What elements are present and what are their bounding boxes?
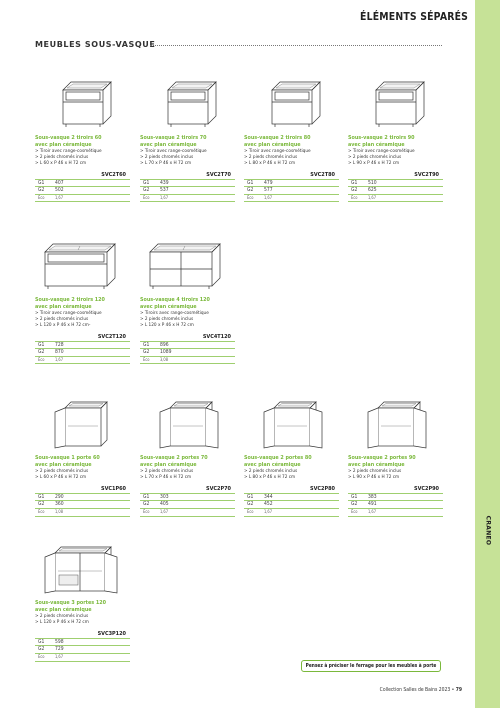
product-title-line2: avec plan céramique — [244, 141, 301, 148]
price-row-g2 — [140, 187, 235, 195]
product-reference: SVC2P90 — [414, 485, 439, 492]
product-feature: > 2 pieds chromés inclus — [348, 469, 402, 475]
product-title-line1: Sous-vasque 2 tiroirs 90 — [348, 135, 415, 141]
cabinet-illustration — [35, 390, 130, 450]
price-label: G1 — [35, 341, 55, 349]
product-feature: > L 80 x P 46 x H 72 cm — [244, 160, 296, 166]
price-label: G2 — [244, 501, 264, 509]
price-g1: 510 — [368, 179, 443, 187]
product-feature: > L 80 x P 46 x H 72 cm — [244, 474, 296, 480]
product-card — [348, 390, 443, 517]
section-divider — [150, 45, 442, 46]
price-row-g1 — [140, 341, 235, 349]
cabinet-illustration — [35, 70, 130, 130]
price-row-g1 — [35, 179, 130, 187]
price-label: G1 — [348, 493, 368, 501]
price-label: Éco — [244, 194, 264, 202]
price-label: G1 — [35, 179, 55, 187]
page-number: 79 — [455, 687, 462, 693]
price-g2: 729 — [55, 646, 130, 654]
price-table — [348, 179, 443, 203]
product-features — [244, 149, 339, 166]
product-card — [140, 232, 235, 364]
product-reference: SVC2T70 — [206, 171, 231, 178]
price-label: G2 — [140, 349, 160, 357]
product-title-line1: Sous-vasque 2 portes 90 — [348, 455, 416, 461]
product-feature: > Tiroir avec range-cosmétique — [348, 149, 415, 155]
price-row-eco — [244, 194, 339, 202]
price-g1: 439 — [160, 179, 235, 187]
price-row-g1 — [348, 179, 443, 187]
price-row-g2 — [348, 187, 443, 195]
product-card — [35, 70, 130, 202]
product-card — [140, 390, 235, 517]
price-g1: 407 — [55, 179, 130, 187]
price-label: G2 — [348, 501, 368, 509]
product-title — [140, 297, 235, 310]
price-row-eco — [35, 194, 130, 202]
price-row-eco — [140, 356, 235, 364]
product-feature: > 2 pieds chromés inclus — [140, 154, 194, 160]
price-row-g1 — [140, 179, 235, 187]
product-title-line1: Sous-vasque 2 portes 80 — [244, 455, 312, 461]
price-label: G2 — [140, 187, 160, 195]
price-row-g1 — [35, 341, 130, 349]
product-feature: > Tiroir avec range-cosmétique — [244, 149, 311, 155]
product-title — [35, 297, 130, 310]
price-row-g2 — [35, 501, 130, 509]
product-features — [348, 469, 443, 481]
price-eco: 1,67 — [55, 653, 130, 661]
price-g1: 728 — [55, 341, 130, 349]
price-table — [140, 341, 235, 365]
product-title-line2: avec plan céramique — [140, 303, 197, 310]
product-title — [348, 135, 443, 148]
product-image — [140, 390, 235, 450]
price-g2: 870 — [55, 349, 130, 357]
price-label: G1 — [244, 493, 264, 501]
product-title-line2: avec plan céramique — [35, 606, 92, 613]
hinge-notice: Pensez à préciser le ferrage pour les meubles à porte — [301, 660, 441, 672]
price-table — [140, 493, 235, 517]
product-feature: > 2 pieds chromés inclus — [244, 469, 298, 475]
price-label: Éco — [35, 356, 55, 364]
product-feature: > L 70 x P 46 x H 72 cm — [140, 474, 192, 480]
product-image — [35, 390, 130, 450]
price-row-g2 — [244, 501, 339, 509]
price-eco: 1,67 — [55, 356, 130, 364]
cabinet-illustration — [35, 232, 130, 292]
side-tab — [475, 490, 500, 570]
price-label: G2 — [35, 646, 55, 654]
product-feature: > L 120 x P 46 x H 72 cm — [140, 322, 194, 328]
product-title-line1: Sous-vasque 2 tiroirs 70 — [140, 135, 207, 141]
price-row-g1 — [244, 493, 339, 501]
cabinet-illustration — [140, 70, 235, 130]
price-g2: 537 — [160, 187, 235, 195]
cabinet-illustration — [140, 232, 235, 292]
product-card — [244, 70, 339, 202]
price-label: G2 — [244, 187, 264, 195]
price-label: G1 — [140, 341, 160, 349]
price-label: G1 — [35, 493, 55, 501]
price-row-g2 — [348, 501, 443, 509]
product-features — [35, 311, 130, 328]
product-image — [348, 390, 443, 450]
product-title — [35, 135, 130, 148]
product-card — [348, 70, 443, 202]
footer-text: Collection Salles de Bains 2023 • — [379, 687, 456, 693]
price-g1: 290 — [55, 493, 130, 501]
section-title: MEUBLES SOUS-VASQUE — [35, 40, 156, 49]
product-feature: > L 60 x P 46 x H 72 cm — [35, 474, 87, 480]
footer — [380, 687, 462, 693]
product-reference: SVC2P70 — [206, 485, 231, 492]
price-label: Éco — [348, 508, 368, 516]
price-eco: 1,67 — [160, 194, 235, 202]
product-title-line1: Sous-vasque 4 tiroirs 120 — [140, 297, 210, 303]
product-title-line1: Sous-vasque 3 portes 120 — [35, 600, 106, 606]
price-g1: 896 — [160, 341, 235, 349]
product-feature: > L 120 x P 46 x H 72 cm- — [35, 322, 91, 328]
price-label: G2 — [35, 501, 55, 509]
product-feature: > 2 pieds chromés inclus — [140, 316, 194, 322]
price-eco: 1,67 — [55, 194, 130, 202]
product-features — [35, 469, 130, 481]
price-row-eco — [140, 194, 235, 202]
price-eco: 1,67 — [264, 508, 339, 516]
price-eco: 1,67 — [160, 508, 235, 516]
product-title-line1: Sous-vasque 2 tiroirs 80 — [244, 135, 311, 141]
product-reference: SVC2P80 — [310, 485, 335, 492]
price-row-g2 — [35, 187, 130, 195]
product-feature: > 2 pieds chromés inclus — [35, 154, 89, 160]
price-label: Éco — [244, 508, 264, 516]
product-features — [140, 469, 235, 481]
price-label: G1 — [140, 493, 160, 501]
price-row-eco — [35, 356, 130, 364]
side-green-bar — [475, 0, 500, 708]
cabinet-illustration — [348, 390, 443, 450]
price-g2: 452 — [264, 501, 339, 509]
product-feature: > 2 pieds chromés inclus — [35, 614, 89, 620]
price-label: G2 — [348, 187, 368, 195]
product-feature: > 2 pieds chromés inclus — [35, 469, 89, 475]
product-features — [35, 149, 130, 166]
price-row-eco — [35, 653, 130, 661]
price-g2: 1089 — [160, 349, 235, 357]
product-title-line1: Sous-vasque 1 porte 60 — [35, 455, 100, 461]
price-row-eco — [244, 508, 339, 516]
product-reference: SVC2T90 — [414, 171, 439, 178]
product-image — [35, 70, 130, 130]
product-reference: SVC2T80 — [310, 171, 335, 178]
price-row-g1 — [244, 179, 339, 187]
price-row-g1 — [140, 493, 235, 501]
product-title — [244, 135, 339, 148]
price-table — [348, 493, 443, 517]
price-g1: 383 — [368, 493, 443, 501]
product-feature: > 2 pieds chromés inclus — [244, 154, 298, 160]
product-features — [140, 311, 235, 328]
product-feature: > L 60 x P 46 x H 72 cm — [35, 160, 87, 166]
price-g1: 479 — [264, 179, 339, 187]
price-table — [35, 179, 130, 203]
product-title — [35, 600, 130, 613]
product-image — [244, 390, 339, 450]
price-row-g2 — [35, 349, 130, 357]
product-title-line2: avec plan céramique — [348, 141, 405, 148]
product-title-line2: avec plan céramique — [140, 141, 197, 148]
price-label: Éco — [140, 194, 160, 202]
price-label: Éco — [140, 356, 160, 364]
product-title — [348, 455, 443, 468]
product-reference: SVC2T60 — [101, 171, 126, 178]
product-title-line2: avec plan céramique — [140, 461, 197, 468]
price-label: G1 — [35, 638, 55, 646]
product-card — [35, 232, 130, 364]
product-title-line2: avec plan céramique — [348, 461, 405, 468]
product-card — [35, 390, 130, 517]
price-g2: 577 — [264, 187, 339, 195]
product-feature: > Tiroir avec range-cosmétique — [35, 149, 102, 155]
price-g2: 491 — [368, 501, 443, 509]
product-features — [140, 149, 235, 166]
price-row-g2 — [140, 501, 235, 509]
product-image — [244, 70, 339, 130]
product-card — [244, 390, 339, 517]
product-feature: > Tiroirs avec range-cosmétique — [140, 311, 209, 317]
product-image — [140, 232, 235, 292]
product-title-line2: avec plan céramique — [35, 141, 92, 148]
product-feature: > L 70 x P 46 x H 72 cm — [140, 160, 192, 166]
product-feature: > L 120 x P 46 x H 72 cm — [35, 619, 89, 625]
product-feature: > L 90 x P 46 x H 72 cm — [348, 474, 400, 480]
product-features — [348, 149, 443, 166]
product-title-line2: avec plan céramique — [244, 461, 301, 468]
price-label: G2 — [140, 501, 160, 509]
product-reference: SVC1P60 — [101, 485, 126, 492]
product-reference: SVC3P120 — [97, 630, 126, 637]
product-feature: > 2 pieds chromés inclus — [140, 469, 194, 475]
price-label: G2 — [35, 187, 55, 195]
product-title-line2: avec plan céramique — [35, 461, 92, 468]
product-title — [140, 135, 235, 148]
product-features — [244, 469, 339, 481]
price-label: G1 — [244, 179, 264, 187]
price-row-g1 — [35, 493, 130, 501]
price-label: G1 — [348, 179, 368, 187]
product-title-line1: Sous-vasque 2 portes 70 — [140, 455, 208, 461]
price-table — [140, 179, 235, 203]
price-table — [35, 341, 130, 365]
cabinet-illustration — [140, 390, 235, 450]
product-title-line1: Sous-vasque 2 tiroirs 60 — [35, 135, 102, 141]
price-label: Éco — [140, 508, 160, 516]
price-table — [244, 179, 339, 203]
cabinet-illustration — [244, 390, 339, 450]
price-table — [35, 493, 130, 517]
price-eco: 3,08 — [160, 356, 235, 364]
product-feature: > 2 pieds chromés inclus — [35, 316, 89, 322]
product-feature: > L 90 x P 46 x H 72 cm — [348, 160, 400, 166]
price-table — [35, 638, 130, 662]
side-tab-label: CRANEO — [484, 515, 492, 545]
price-row-eco — [348, 508, 443, 516]
price-row-eco — [35, 508, 130, 516]
product-title — [35, 455, 130, 468]
price-label: Éco — [35, 508, 55, 516]
product-reference: SVC4T120 — [202, 333, 231, 340]
cabinet-illustration — [35, 535, 130, 595]
cabinet-illustration — [348, 70, 443, 130]
price-row-g2 — [35, 646, 130, 654]
price-g2: 360 — [55, 501, 130, 509]
product-feature: > Tiroir avec range-cosmétique — [35, 311, 102, 317]
price-label: G2 — [35, 349, 55, 357]
price-row-g1 — [35, 638, 130, 646]
product-title — [140, 455, 235, 468]
price-g1: 344 — [264, 493, 339, 501]
price-g2: 405 — [160, 501, 235, 509]
price-g1: 598 — [55, 638, 130, 646]
product-card — [35, 535, 130, 662]
product-image — [140, 70, 235, 130]
product-title-line2: avec plan céramique — [35, 303, 92, 310]
price-g2: 625 — [368, 187, 443, 195]
price-row-eco — [348, 194, 443, 202]
price-eco: 1,67 — [264, 194, 339, 202]
price-label: Éco — [35, 194, 55, 202]
price-row-g1 — [348, 493, 443, 501]
price-eco: 1,08 — [55, 508, 130, 516]
price-eco: 1,67 — [368, 194, 443, 202]
product-title-line1: Sous-vasque 2 tiroirs 120 — [35, 297, 105, 303]
price-table — [244, 493, 339, 517]
price-label: Éco — [35, 653, 55, 661]
product-card — [140, 70, 235, 202]
product-image — [348, 70, 443, 130]
price-label: Éco — [348, 194, 368, 202]
product-feature: > Tiroir avec range-cosmétique — [140, 149, 207, 155]
price-g1: 303 — [160, 493, 235, 501]
product-image — [35, 232, 130, 292]
price-row-eco — [140, 508, 235, 516]
price-eco: 1,67 — [368, 508, 443, 516]
price-row-g2 — [140, 349, 235, 357]
product-title — [244, 455, 339, 468]
price-g2: 502 — [55, 187, 130, 195]
page-title: ÉLÉMENTS SÉPARÉS — [359, 10, 468, 23]
product-reference: SVC2T120 — [97, 333, 126, 340]
product-features — [35, 614, 130, 626]
price-row-g2 — [244, 187, 339, 195]
price-label: G1 — [140, 179, 160, 187]
product-feature: > 2 pieds chromés inclus — [348, 154, 402, 160]
cabinet-illustration — [244, 70, 339, 130]
product-image — [35, 535, 130, 595]
